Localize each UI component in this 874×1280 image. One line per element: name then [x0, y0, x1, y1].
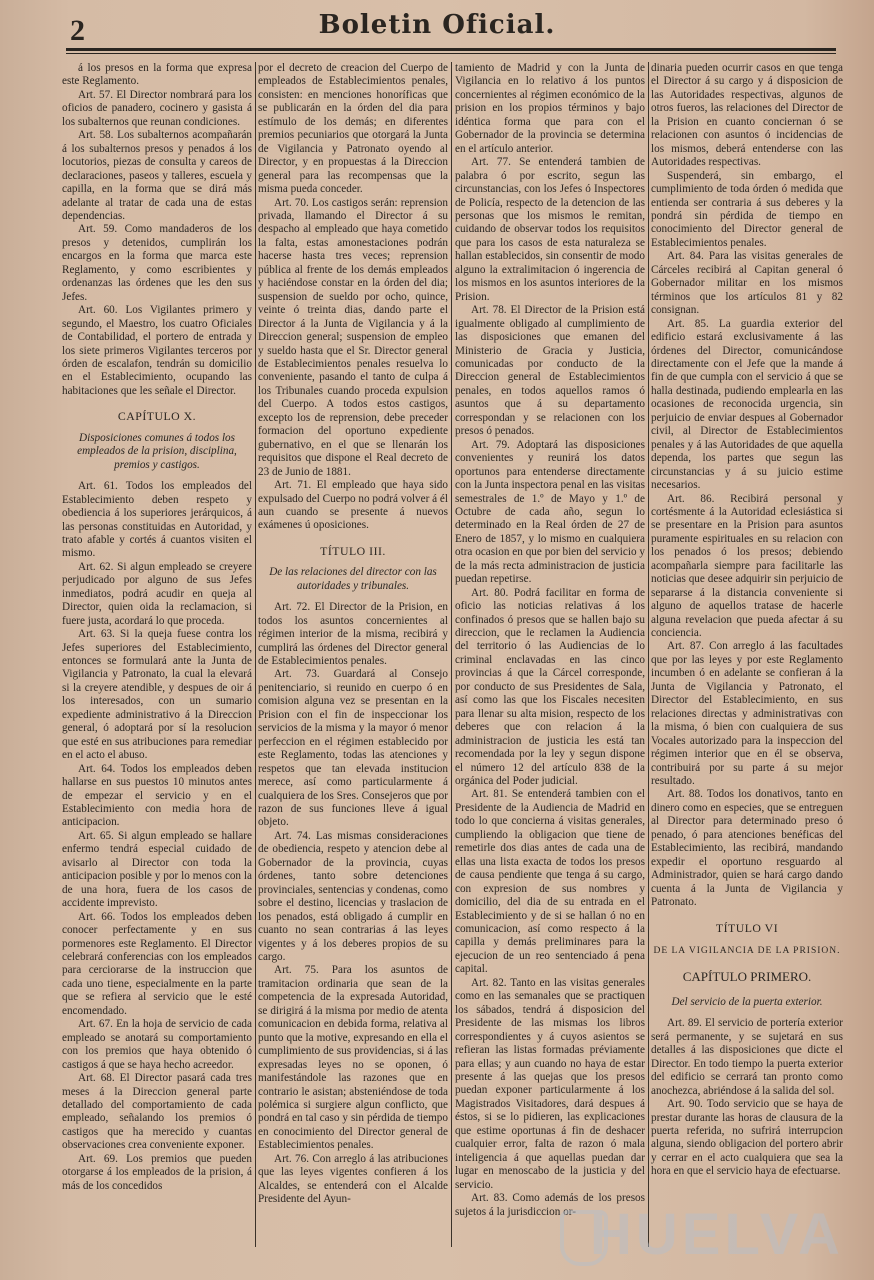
- header-rule-thin: [66, 53, 836, 54]
- paragraph: Art. 81. Se entenderá tambien con el Presidente de la Audiencia de Madrid en todo lo que concierna á visitas generales, cumpliendo la obligacion que tiene de remetirle dos dias antes de cada una de ellas una lista exacta de todos los presos de causa pendiente que tenga á su cargo, con expresion de sus nombres y domicilio, del dia de su entrada en el Establecimiento y de si se hallan ó no en comunicacion, así como respecto á la capilla y demás preliminares para la ejecucion de un reo sentenciado á pena capital.: [455, 788, 645, 976]
- paragraph: Art. 59. Como mandaderos de los presos y detenidos, cumplirán los encargos en la forma que marca este Reglamento, y como escribientes y ordenanzas las órdenes que les den sus Jefes.: [62, 223, 252, 303]
- paragraph: Art. 67. En la hoja de servicio de cada empleado se anotará su comportamiento con los premios que haya obtenido ó castigos á que se haya hecho acreedor.: [62, 1018, 252, 1071]
- paragraph-continued: dinaria pueden ocurrir casos en que tenga el Director á su cargo y á disposicion de las Autoridades respectivas, algunos de otros fueros, las relaciones del Director de la Prision en cuanto conciernan ó se relacionen con asuntos ó incidencias de los mismos, deberá entenderse con las Autoridades respectivas.: [651, 62, 843, 169]
- paragraph: Art. 89. El servicio de portería exterior será permanente, y se sujetará en sus detalles á las disposiciones que dicte el Director. En todo tiempo la puerta exterior del edificio se cerrará tan pronto como anochezca, abriéndose á la salida del sol.: [651, 1017, 843, 1097]
- archive-watermark: HUELVA: [590, 1202, 844, 1267]
- paragraph: Art. 72. El Director de la Prision, en todos los asuntos concernientes al régimen interior de la misma, recibirá y cumplirá las órdenes del Director general de Establecimientos penales.: [258, 601, 448, 668]
- paragraph: Art. 69. Los premios que pueden otorgarse á los empleados de la prision, á más de los concedidos: [62, 1152, 252, 1192]
- masthead-title: Boletin Oficial.: [318, 10, 556, 40]
- paragraph: Art. 61. Todos los empleados del Establecimiento deben respeto y obediencia á los superiores jerárquicos, á las personas constituidas en Autoridad, y trato afable y cortés á cuantos visiten el mismo.: [62, 480, 252, 560]
- chapter-heading: CAPÍTULO PRIMERO.: [682, 969, 812, 985]
- paragraph: Art. 86. Recibirá personal y cortésmente á la Autoridad eclesiástica si se presentare en la Prision para asuntos puramente espirituales en su relacion con los penados ó los presos; debiendo acompañarla siempre para facilitarle las noticias que desee adquirir sin perjuicio de separarse á la distancia conveniente si alguno de aquellos tratase de hacerle alguna revelacion que pueda afectar á su conciencia.: [651, 492, 843, 640]
- header-rule: [66, 48, 836, 51]
- paragraph: Art. 75. Para los asuntos de tramitacion ordinaria que sean de la competencia de la expresada Autoridad, se dirigirá á la misma por medio de atenta comunicacion en debida forma, relativa al punto que la motive, expresando en ella el cumplimiento de sus providencias, si á las expresadas leyes no se oponen, ó manifestándole las razones que en contrario le asistan; absteniéndose de toda polémica si surgiere algun conflicto, que pondrá en tal caso y sin pérdida de tiempo en conocimiento del Director general de Establecimientos penales.: [258, 964, 448, 1152]
- paragraph: Art. 77. Se entenderá tambien de palabra ó por escrito, segun las circunstancias, con los Jefes ó Inspectores de Policía, respecto de la detencion de las personas que los mismos le remitan, cuidando de observar todos los requisitos que para los casos de esta naturaleza se hallan establecidos, sin consentir de modo alguno la extralimitacion ó ingerencia de los mismos en los asuntos interiores de la Prision.: [455, 156, 645, 303]
- paragraph: Art. 74. Las mismas consideraciones de obediencia, respeto y atencion debe al Gobernador de la provincia, cuyas órdenes, tanto sobre detenciones provinciales, sentencias y condenas, como sobre el destino, licencias y traslacion de los penados, está obligado á cumplir en cuanto no sean contrarias á las leyes vigentes y á los deberes propios de su cargo.: [258, 829, 448, 963]
- paragraph: Suspenderá, sin embargo, el cumplimiento de toda órden ó medida que entienda ser contraria á sus deberes y la pondrá sin pérdida de tiempo en conocimiento del Director general de Establecimientos penales.: [651, 169, 843, 249]
- paragraph: Art. 73. Guardará al Consejo penitenciario, si reunido en cuerpo ó en comision alguna vez se presentan en la Prision con el fin de inspeccionar los servicios de la misma y la mayor ó menor perfeccion en el régimen establecido por este Reglamento, todas las atenciones y respetos que tan elevada institucion merece, así como particularmente á cualquiera de los Sres. Consejeros que por razon de sus funciones lleve á igual objeto.: [258, 668, 448, 829]
- page-number: 2: [70, 14, 85, 47]
- paragraph-continued: por el decreto de creacion del Cuerpo de empleados de Establecimientos penales, consisten: en menciones honoríficas que se publicarán en la órden del dia para estímulo de los demás; en diferentes premios pecuniarios que otorgará la Junta de Vigilancia y Patronato oyendo al Director, y en propuestas á la Direccion general para las recompensas que la misma pueda conceder.: [258, 62, 448, 196]
- paragraph: Art. 90. Todo servicio que se haya de prestar durante las horas de clausura de la puerta referida, no sufrirá interrupcion alguna, siendo obligacion del portero abrir y cerrar en el acto cualquiera que sea la hora en que el servicio haya de efectuarse.: [651, 1098, 843, 1178]
- paragraph: Art. 68. El Director pasará cada tres meses á la Direccion general parte detallado del comportamiento de cada empleado, señalando los premios ó castigos que ha merecido y cuantas observaciones crea conveniente exponer.: [62, 1072, 252, 1152]
- paragraph: Art. 57. El Director nombrará para los oficios de panadero, cocinero y gasista á los subalternos que reunan condiciones.: [62, 88, 252, 128]
- paragraph: Art. 66. Todos los empleados deben conocer perfectamente y en sus pormenores este Reglamento. El Director celebrará conferencias con los empleados para cerciorarse de la instruccion que cada uno tiene, especialmente en la parte que se refiera al servicio que le esté encomendado.: [62, 910, 252, 1017]
- paragraph: Art. 78. El Director de la Prision está igualmente obligado al cumplimiento de las disposiciones que emanen del Ministerio de Gracia y Justicia, comunicadas por conducto de la Direccion general de Establecimientos penales, en todos aquellos ramos ó asuntos que á su departamento correspondan y se relacionen con los presos ó penados.: [455, 304, 645, 438]
- text-column-3: [455, 62, 645, 1262]
- column-separator: [451, 62, 452, 1247]
- section-heading: TÍTULO VI: [715, 920, 779, 935]
- paragraph: Art. 64. Todos los empleados deben hallarse en sus puestos 10 minutos antes de empezar el servicio y en el Establecimiento con media hora de anticipacion.: [62, 762, 252, 829]
- section-heading: DE LA VIGILANCIA DE LA PRISION.: [653, 946, 841, 956]
- section-subtitle: Del servicio de la puerta exterior.: [671, 995, 823, 1008]
- section-subtitle: De las relaciones del director con las autoridades y tribunales.: [269, 566, 437, 592]
- paragraph: Art. 79. Adoptará las disposiciones convenientes y reunirá los datos oportunos para entenderse directamente con la Junta inspectora penal en las visitas semestrales de 1.º de Mayo y 1.º de Octubre de cada año, segun lo determinado en la Real órden de 27 de Enero de 1857, y lo mismo en cualquiera otra ocasion en que por bien del servicio y de la más recta administracion de justicia puedan repetirse.: [455, 438, 645, 586]
- paragraph: Art. 84. Para las visitas generales de Cárceles recibirá al Capitan general ó Gobernador militar en los mismos términos que los artículos 81 y 82 consignan.: [651, 250, 843, 317]
- paragraph: Art. 60. Los Vigilantes primero y segundo, el Maestro, los cuatro Oficiales de Contabilidad, el portero de entrada y los siete primeros Vigilantes terceros por órden de escalafon, tendrán su domicilio en el Establecimiento, ocupando las habitaciones que les señale el Director.: [62, 304, 252, 397]
- text-column-4: [651, 62, 843, 1262]
- paragraph: Art. 85. La guardia exterior del edificio estará exclusivamente á las órdenes del Director, comunicándose directamente con el Jefe que la mande á fin de que cumpla con el servicio á que se halla destinada, pudiendo emplearla en las ocasiones de reconocida urgencia, sin perjuicio de enviar despues al Gobernador civil, al Director de Establecimientos penales y á las Autoridades de que aquella dependa, los partes que segun las circunstancias y á su juicio estime necesarios.: [651, 317, 843, 492]
- paragraph: Art. 62. Si algun empleado se creyere perjudicado por alguno de sus Jefes inmediatos, podrá acudir en queja al Director, quien oida la reclamacion, si fuere justa, acordará lo que proceda.: [62, 560, 252, 627]
- paragraph: Art. 82. Tanto en las visitas generales como en las semanales que se practiquen los sábados, tendrá á disposicion del Presidente de las mismas los libros correspondientes y á cuyos asientos se refieran las listas formadas préviamente para ellas; y aun cuando no haya de estar presente á las quejas que los presos puedan exponer particularmente á los Magistrados Visitadores, dará despues á éstos, si se lo pidieren, las explicaciones que estime oportunas á fin de deshacer cualquier error, falta de razon ó mala inteligencia á que aquellas puedan dar lugar en menoscabo de la justicia y del servicio.: [455, 976, 645, 1191]
- text-column-2: [258, 62, 448, 1262]
- paragraph: Art. 70. Los castigos serán: reprension privada, llamando el Director á su despacho al empleado que haya cometido la falta, estas amonestaciones podrán hacerse hasta tres veces; reprension pública al frente de los demás empleados y haciéndose constar en la órden del dia; suspension de sueldo por ocho, quince, veinte ó treinta dias, dando parte el Director á la Junta de Vigilancia y á la Direccion general; suspension de empleo y sueldo hasta que el Sr. Director general de Establecimientos penales resuelva lo conveniente, pasando el tanto de culpa á los Tribunales cuando proceda expulsion del Cuerpo. A todos estos castigos, excepto los de reprension, debe preceder formacion del oportuno expediente gubernativo, en el que se llenarán los requisitos que dispone el Real decreto de 23 de Junio de 1881.: [258, 196, 448, 478]
- paragraph: Art. 71. El empleado que haya sido expulsado del Cuerpo no podrá volver á él aun cuando se presente á nuevos exámenes ú oposiciones.: [258, 479, 448, 532]
- paragraph: Art. 88. Todos los donativos, tanto en dinero como en especies, que se entreguen al Director para determinado preso ó penado, ó para atenciones benéficas del Establecimiento, las recibirá, mandando expedir el oportuno resguardo al Administrador, quien se hará cargo dando cuenta á la Junta de Vigilancia y Patronato.: [651, 788, 843, 909]
- paragraph: á los presos en la forma que expresa este Reglamento.: [62, 62, 252, 88]
- column-separator: [255, 62, 256, 1247]
- paragraph: Art. 83. Como además de los presos sujetos á la jurisdiccion or-: [455, 1192, 645, 1218]
- paragraph: Art. 65. Si algun empleado se hallare enfermo tendrá especial cuidado de avisarlo al Director con toda la anticipacion posible y por lo menos con la de una hora, fuera de los casos de accidente imprevisto.: [62, 829, 252, 910]
- column-separator: [648, 62, 649, 1247]
- section-heading: TÍTULO III.: [320, 543, 386, 558]
- paragraph: Art. 58. Los subalternos acompañarán á los subalternos presos y penados á los locutorios, piezas de consulta y careos de declaraciones, paseos y talleres, escuela y capilla, en la forma que se dirá más adelante al tratar de cada una de estas dependencias.: [62, 129, 252, 222]
- paragraph: Art. 76. Con arreglo á las atribuciones que las leyes vigentes confieren á los Alcaldes, se entenderá con el Alcalde Presidente del Ayun-: [258, 1152, 448, 1206]
- section-subtitle: Disposiciones comunes á todos los empleados de la prision, disciplina, premios y castigos.: [77, 431, 237, 471]
- paragraph: Art. 87. Con arreglo á las facultades que por las leyes y por este Reglamento incumben ó en adelante se confieran á la Junta de Vigilancia y Patronato, el Director del Establecimiento, en sus relaciones directas y administrativas con la misma, ó bien con cualquiera de sus Vocales autorizado para la inspeccion del régimen interior que en él se observa, contribuirá por su parte á su mejor resultado.: [651, 640, 843, 788]
- paragraph: Art. 63. Si la queja fuese contra los Jefes superiores del Establecimiento, entonces se formulará ante la Junta de Vigilancia y Patronato, la cual la elevará si la creyere atendible, y despues de oir á los interesados, con un sumario expediente administrativo á la Direccion general, ó adoptará por sí la resolucion que esté en sus atribuciones para remediar en el acto el abuso.: [62, 628, 252, 762]
- text-column-1: [62, 62, 252, 1262]
- paragraph-continued: tamiento de Madrid y con la Junta de Vigilancia en lo relativo á los puntos concernientes al régimen económico de la prision en los propios términos y bajo idéntica forma que para con el Gobernador de la provincia se determina en el artículo anterior.: [455, 62, 645, 155]
- paragraph: Art. 80. Podrá facilitar en forma de oficio las noticias relativas á los confinados ó presos que se hallen bajo su direccion, que le reclamen la Audiencia del territorio ó las Audiencias de lo criminal enclavadas en las cinco provincias á que la Cárcel corresponde, por conducto de sus Presidentes de Sala, así como las que los Fiscales necesiten para llenar su alta mision, respecto de los deberes que con relacion á la administracion de justicia les está tan recomendada por la ley y segun dispone el número 12 del artículo 838 de la orgánica del Poder judicial.: [455, 586, 645, 788]
- section-heading: CAPÍTULO X.: [117, 409, 197, 424]
